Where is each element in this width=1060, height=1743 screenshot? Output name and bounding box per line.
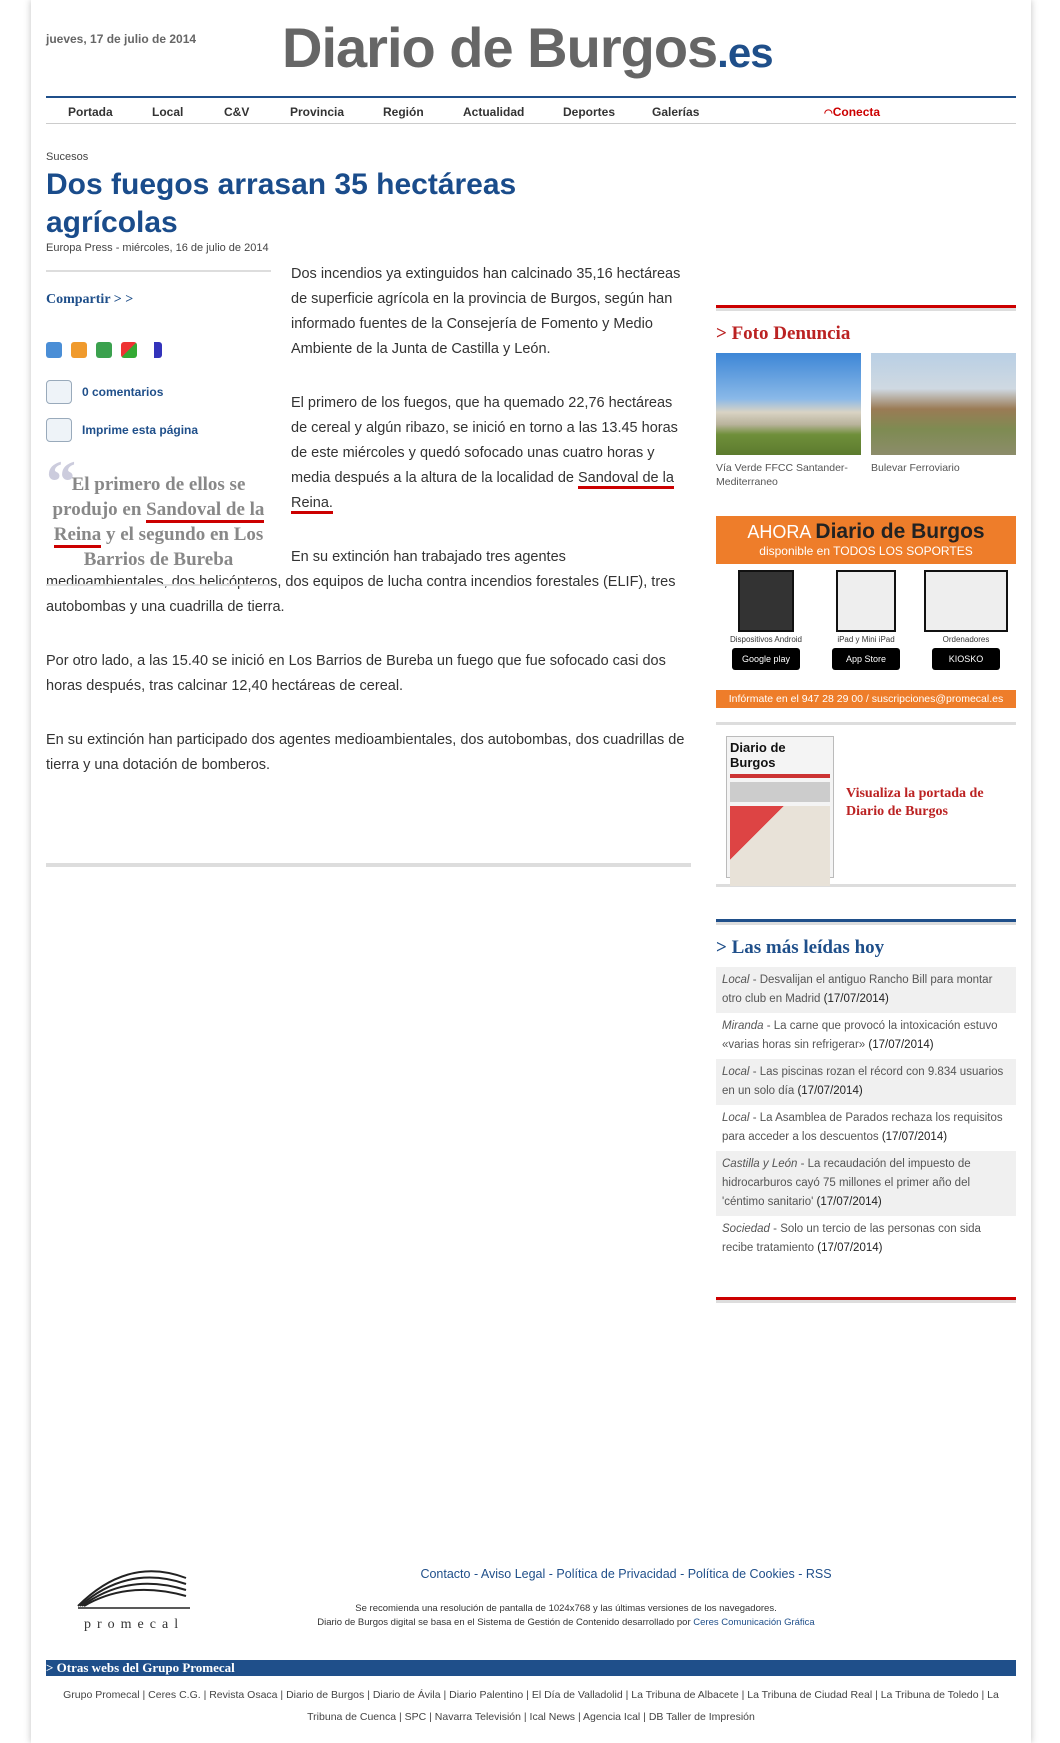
group-site-link[interactable]: Ceres C.G.	[148, 1689, 201, 1701]
article-byline: Europa Press - miércoles, 16 de julio de 2014	[46, 242, 269, 254]
promecal-logo[interactable]	[68, 1556, 198, 1636]
group-site-link[interactable]: Diario de Ávila	[372, 1689, 441, 1701]
item-date: (17/07/2014)	[816, 1196, 882, 1208]
footer-note-line1: Se recomienda una resolución de pantalla de 1024x768 y las últimas versiones de los navegadores.	[355, 1603, 777, 1614]
device-ipad[interactable]	[821, 570, 911, 670]
group-site-link[interactable]: La Tribuna de Toledo	[880, 1689, 979, 1701]
main-nav	[46, 96, 1016, 124]
quote-text: El primero de ellos se produjo en	[52, 474, 246, 520]
logo-main: Diario de Burgos	[282, 16, 718, 79]
footer-link-privacidad[interactable]: Política de Privacidad	[556, 1567, 677, 1581]
cover-rule	[730, 774, 830, 778]
tablet-icon	[836, 570, 896, 632]
photo-caption[interactable]: Bulevar Ferroviario	[871, 462, 960, 474]
group-sites-title: > Otras webs del Grupo Promecal	[46, 1660, 1016, 1676]
printer-icon	[46, 418, 72, 442]
ceres-link[interactable]: Ceres Comunicación Gráfica	[693, 1617, 815, 1628]
item-section: Local	[722, 1112, 750, 1124]
footer-note	[266, 1602, 866, 1630]
foto-denuncia-title[interactable]: > Foto Denuncia	[716, 323, 851, 344]
share-icons	[46, 342, 162, 358]
print-link[interactable]	[46, 418, 198, 442]
photo-thumbnail[interactable]	[716, 353, 861, 455]
photo-item[interactable]	[716, 353, 861, 489]
group-site-link[interactable]: SPC	[404, 1711, 427, 1723]
most-read-item[interactable]	[716, 1105, 1016, 1151]
quote-highlight: Sandoval de la Reina	[54, 499, 265, 548]
nav-item-local[interactable]: Local	[152, 105, 184, 119]
item-section: Local	[722, 1066, 750, 1078]
cover-masthead: Diario de Burgos	[730, 740, 786, 770]
item-text[interactable]: - Solo un tercio de las personas con sida recibe tratamiento	[722, 1223, 981, 1254]
article-paragraph: Por otro lado, a las 15.40 se inició en Los Barrios de Bureba un fuego que fue sofocado casi dos horas después, tras calcinar 12,40 hectáreas de cereal.	[46, 653, 666, 694]
footer-note-text: Diario de Burgos digital se basa en el Sistema de Gestión de Contenido desarrollado por	[317, 1617, 694, 1628]
photo-item[interactable]	[871, 353, 1016, 489]
group-site-link[interactable]: Agencia Ical	[583, 1711, 641, 1723]
promo-header	[716, 516, 1016, 564]
footer-link-aviso-legal[interactable]: Aviso Legal	[480, 1567, 546, 1581]
device-label: Dispositivos Android	[729, 635, 803, 644]
paragraph-text: En su extinción han trabajado tres agentes medioambientales, dos helicópteros, dos equipos de lucha contra incendios forestales (ELIF), tres autobombas y una cuadrilla de tierra.	[46, 549, 676, 615]
delicious-icon[interactable]	[146, 342, 162, 358]
device-computer[interactable]	[921, 570, 1011, 670]
front-page-thumbnail[interactable]	[726, 736, 834, 878]
item-section: Miranda	[722, 1020, 764, 1032]
device-label: Ordenadores	[942, 635, 990, 644]
promo-contact[interactable]: Infórmate en el 947 28 29 00 / suscripciones@promecal.es	[716, 690, 1016, 708]
item-date: (17/07/2014)	[817, 1242, 883, 1254]
article-divider	[46, 863, 691, 867]
share-link[interactable]: Compartir > >	[46, 292, 134, 307]
group-site-link[interactable]: DB Taller de Impresión	[648, 1711, 755, 1723]
group-site-link[interactable]: Diario Palentino	[449, 1689, 524, 1701]
app-store-badge[interactable]: App Store	[832, 648, 900, 670]
most-read-title: > Las más leídas hoy	[716, 937, 885, 958]
item-date: (17/07/2014)	[881, 1131, 948, 1143]
section-divider	[716, 1297, 1016, 1303]
kiosko-badge[interactable]: KIOSKO	[932, 648, 1000, 670]
group-site-link[interactable]: La Tribuna de Albacete	[631, 1689, 739, 1701]
comments-label: 0 comentarios	[82, 385, 164, 399]
nav-item-actualidad[interactable]: Actualidad	[463, 105, 525, 119]
item-date: (17/07/2014)	[868, 1039, 934, 1051]
item-text[interactable]: - La Asamblea de Parados rechaza los requisitos para acceder a los descuentos	[722, 1112, 1003, 1143]
footer-link-rss[interactable]: RSS	[805, 1567, 832, 1581]
quote-text: y el segundo en Los Barrios de Bureba	[83, 524, 264, 570]
print-label: Imprime esta página	[82, 423, 199, 437]
site-logo[interactable]	[282, 16, 773, 79]
group-site-link[interactable]: La Tribuna de Ciudad Real	[747, 1689, 873, 1701]
photo-caption[interactable]: Vía Verde FFCC Santander-Mediterraneo	[716, 462, 848, 488]
device-list	[716, 564, 1016, 670]
highlighted-place: Sandoval de la Reina.	[291, 470, 674, 514]
device-android[interactable]	[721, 570, 811, 670]
group-sites-links: Grupo Promecal | Ceres C.G. | Revista Osaca | Diario de Burgos | Diario de Ávila | Diario Palentino | El Día de Valladolid | La Tribuna de Albacete | La Tribuna de Ciudad Real | La Tribuna de Toledo | La Tribuna de Cuenca | SPC | Navarra Televisión | Ical News | Agencia Ical | DB Taller de Impresión	[63, 1689, 999, 1723]
group-site-link[interactable]: Navarra Televisión	[434, 1711, 521, 1723]
nav-item-conecta[interactable]	[824, 105, 880, 119]
group-site-link[interactable]: Grupo Promecal	[63, 1689, 140, 1701]
phone-icon	[738, 570, 794, 632]
comments-link[interactable]	[46, 380, 163, 404]
group-site-link[interactable]: El Día de Valladolid	[531, 1689, 623, 1701]
conecta-icon: ◠	[824, 108, 833, 119]
promo-line1	[716, 520, 1016, 544]
promo-line2: disponible en TODOS LOS SOPORTES	[759, 544, 973, 558]
item-date: (17/07/2014)	[797, 1085, 863, 1097]
promo-brand: Diario de Burgos	[815, 520, 985, 543]
device-label: iPad y Mini iPad	[837, 635, 895, 644]
nav-item-portada[interactable]: Portada	[68, 105, 113, 119]
group-site-link[interactable]: Diario de Burgos	[286, 1689, 365, 1701]
paragraph-text: El primero de los fuegos, que ha quemado 22,76 hectáreas de cereal y algún ribazo, se inició en torno a las 13.45 horas de este miércoles y quedó sofocado unas cuatro horas y media después a la altura de la localidad de	[291, 395, 678, 486]
header-date: jueves, 17 de julio de 2014	[46, 32, 197, 46]
promecal-arch-icon	[68, 1556, 198, 1612]
footer-links: Contacto - Aviso Legal - Política de Privacidad - Política de Cookies - RSS	[420, 1567, 832, 1581]
pull-quote	[46, 449, 271, 586]
article-paragraph: En su extinción han participado dos agentes medioambientales, dos autobombas, dos cuadrillas de tierra y una dotación de bomberos.	[46, 732, 685, 773]
logo-suffix: .es	[717, 29, 773, 76]
section-divider	[716, 305, 1016, 311]
article-headline: Dos fuegos arrasan 35 hectáreas agrícolas	[46, 168, 517, 239]
share-column	[46, 270, 271, 570]
footer-link-cookies[interactable]: Política de Cookies	[687, 1567, 795, 1581]
footer-link-contacto[interactable]: Contacto	[420, 1567, 471, 1581]
laptop-icon	[924, 570, 1008, 632]
most-read-item[interactable]	[716, 967, 1016, 1013]
front-page-link[interactable]: Visualiza la portada de Diario de Burgos	[846, 786, 984, 819]
front-page-box[interactable]	[716, 722, 1016, 887]
page	[31, 0, 1031, 1743]
item-text[interactable]: - Desvalijan el antiguo Rancho Bill para montar otro club en Madrid	[722, 974, 993, 1005]
nav-item-region[interactable]: Región	[383, 105, 424, 119]
conecta-label: Conecta	[832, 105, 881, 119]
windows-live-icon[interactable]	[121, 342, 137, 358]
promecal-logo-text: promecal	[84, 1617, 185, 1632]
section-divider	[716, 919, 1016, 925]
item-text[interactable]: - La recaudación del impuesto de hidrocarburos cayó 75 millones el primer año del 'céntimo sanitario'	[722, 1158, 971, 1208]
google-icon[interactable]	[96, 342, 112, 358]
photo-list	[716, 353, 1016, 489]
nav-item-cyv[interactable]: C&V	[224, 105, 250, 119]
article-section[interactable]: Sucesos	[46, 151, 89, 163]
google-play-badge[interactable]: Google play	[732, 648, 800, 670]
article-paragraph: Dos incendios ya extinguidos han calcinado 35,16 hectáreas de superficie agrícola en la provincia de Burgos, según han informado fuentes de la Consejería de Fomento y Medio Ambiente de la Junta de Castilla y León.	[291, 266, 681, 357]
group-site-link[interactable]: La Tribuna de Cuenca	[307, 1689, 999, 1723]
group-site-link[interactable]: Ical News	[529, 1711, 576, 1723]
footer-note-line2	[266, 1616, 866, 1630]
promo-prefix: AHORA	[747, 522, 811, 542]
most-read-box	[716, 919, 1016, 1262]
nav-item-provincia[interactable]: Provincia	[290, 105, 345, 119]
most-read-list	[716, 967, 1016, 1262]
item-section: Castilla y León	[722, 1158, 798, 1170]
subscription-promo[interactable]	[716, 516, 1016, 708]
foto-denuncia-box	[716, 305, 1016, 489]
comment-icon	[46, 380, 72, 404]
cover-photo	[730, 806, 830, 886]
item-text[interactable]: - Las piscinas rozan el récord con 9.834 usuarios en un solo día	[722, 1066, 1004, 1097]
meneame-icon[interactable]	[46, 342, 62, 358]
quote-mark-icon: “	[46, 449, 76, 515]
most-read-item[interactable]	[716, 1059, 1016, 1105]
blogger-icon[interactable]	[71, 342, 87, 358]
item-date: (17/07/2014)	[823, 993, 889, 1005]
photo-thumbnail[interactable]	[871, 353, 1016, 455]
most-read-item[interactable]	[716, 1013, 1016, 1059]
item-section: Sociedad	[722, 1223, 770, 1235]
most-read-item[interactable]	[716, 1216, 1016, 1262]
item-text[interactable]: - La carne que provocó la intoxicación estuvo «varias horas sin refrigerar»	[722, 1020, 998, 1051]
nav-item-deportes[interactable]: Deportes	[563, 105, 616, 119]
nav-item-galerias[interactable]: Galerías	[652, 105, 700, 119]
group-site-link[interactable]: Revista Osaca	[209, 1689, 278, 1701]
most-read-item[interactable]	[716, 1151, 1016, 1216]
item-section: Local	[722, 974, 750, 986]
cover-headline-block	[730, 782, 830, 802]
